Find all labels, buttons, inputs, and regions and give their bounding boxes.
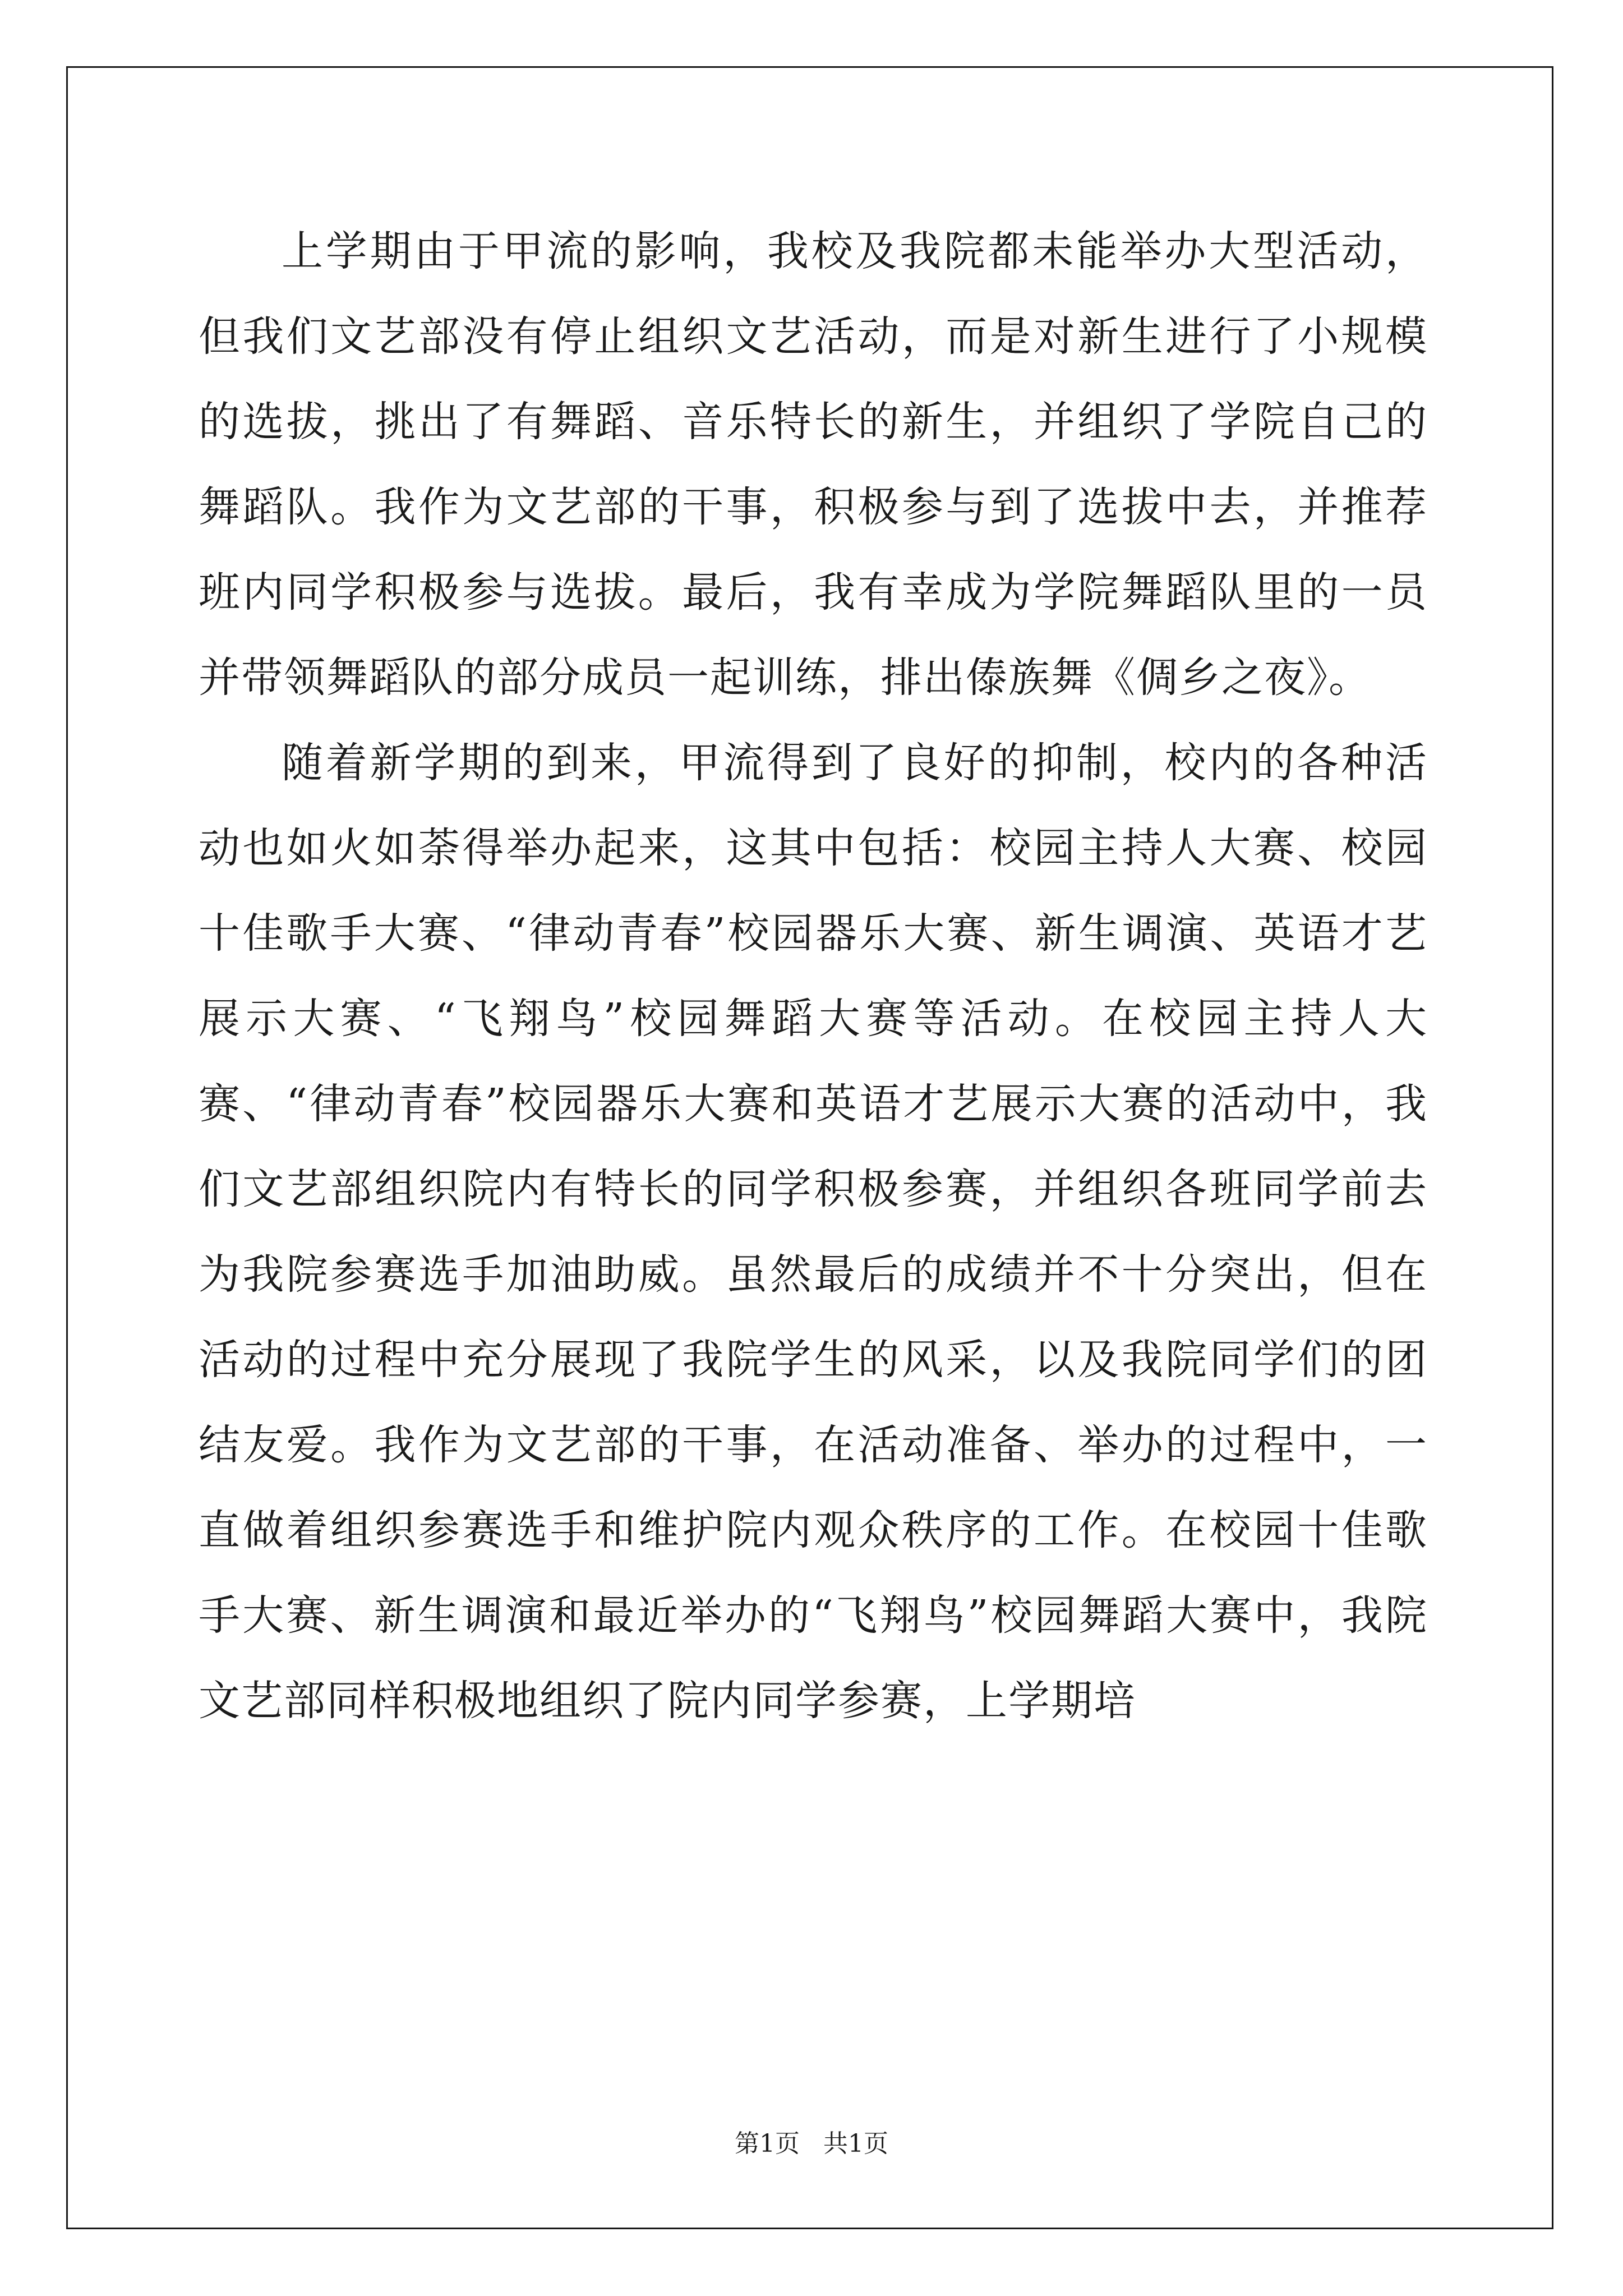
paragraph-2: 随着新学期的到来，甲流得到了良好的抑制，校内的各种活动也如火如荼得举办起来，这其中包括：校园主持人大赛、校园十佳歌手大赛、“律动青春”校园器乐大赛、新生调演、英语才艺展示大赛、“飞翔鸟”校园舞蹈大赛等活动。在校园主持人大赛、“律动青春”校园器乐大赛和英语才艺展示大赛的活动中，我们文艺部组织院内有特长的同学积极参赛，并组织各班同学前去为我院参赛选手加油助威。虽然最后的成绩并不十分突出，但在活动的过程中充分展现了我院学生的风采，以及我院同学们的团结友爱。我作为文艺部的干事，在活动准备、举办的过程中，一直做着组织参赛选手和维护院内观众秩序的工作。在校园十佳歌手大赛、新生调演和最近举办的“飞翔鸟”校园舞蹈大赛中，我院文艺部同样积极地组织了院内同学参赛，上学期培 xyxy=(199,739,1428,1725)
page-footer: 第1页 共1页 xyxy=(735,2129,888,2158)
paragraph-1: 上学期由于甲流的影响，我校及我院都未能举办大型活动，但我们文艺部没有停止组织文艺活动，而是对新生进行了小规模的选拔，挑出了有舞蹈、音乐特长的新生，并组织了学院自己的舞蹈队。我作为文艺部的干事，积极参与到了选拔中去，并推荐班内同学积极参与选拔。最后，我有幸成为学院舞蹈队里的一员并带领舞蹈队的部分成员一起训练，排出傣族舞《倜乡之夜》。 xyxy=(199,227,1428,702)
document-body xyxy=(199,209,1428,1743)
